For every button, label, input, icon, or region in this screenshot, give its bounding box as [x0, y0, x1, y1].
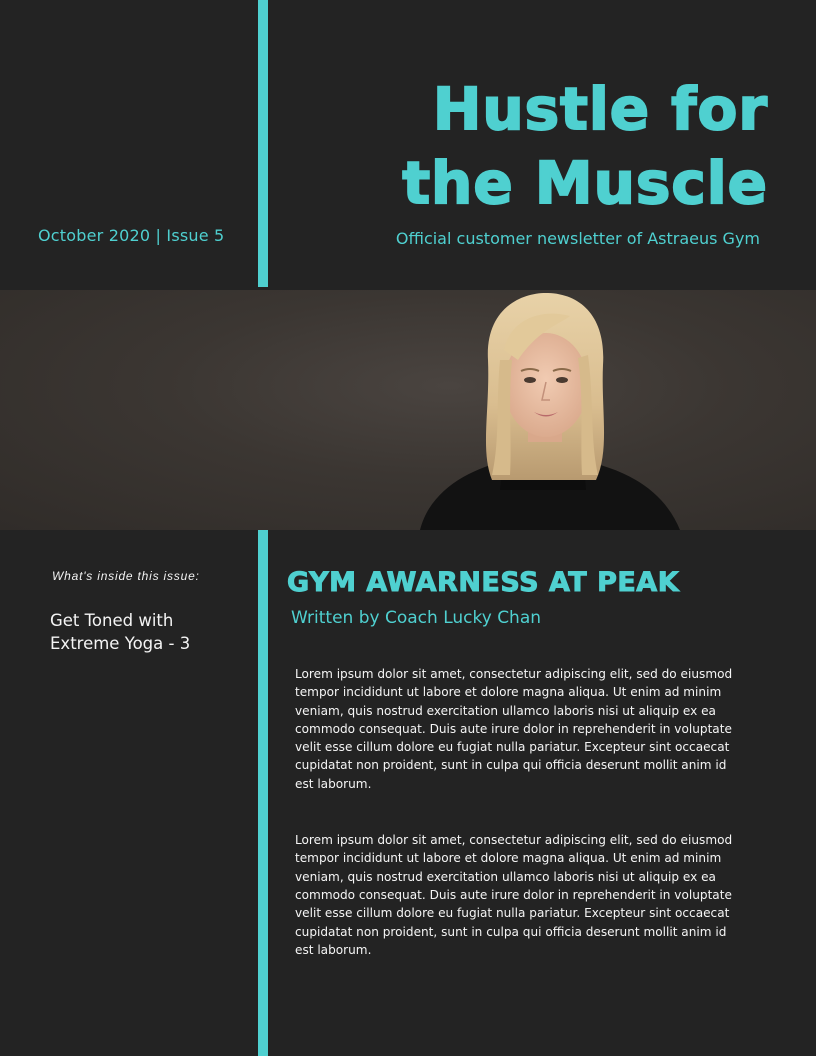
article-body: [295, 665, 745, 997]
newsletter-title: [298, 72, 768, 220]
photo-banner: [0, 290, 816, 530]
title-line-1: Hustle for: [432, 75, 768, 143]
newsletter-subtitle: Official customer newsletter of Astraeus Gym: [395, 229, 760, 248]
woman-portrait-photo: [400, 290, 690, 530]
article-paragraph: Lorem ipsum dolor sit amet, consectetur adipiscing elit, sed do eiusmod tempor incididunt ut labore et dolore magna aliqua. Ut enim ad minim veniam, quis nostrud exercitation ullamco laboris nisi ut aliquip ex ea commodo consequat. Duis aute irure dolor in reprehenderit in voluptate velit esse cillum dolore eu fugiat nulla pariatur. Excepteur sint occaecat cupidatat non proident, sunt in culpa qui officia deserunt mollit anim id est laborum.: [295, 833, 733, 957]
sidebar-heading: What's inside this issue:: [52, 569, 200, 583]
article-paragraph: Lorem ipsum dolor sit amet, consectetur adipiscing elit, sed do eiusmod tempor incididunt ut labore et dolore magna aliqua. Ut enim ad minim veniam, quis nostrud exercitation ullamco laboris nisi ut aliquip ex ea commodo consequat. Duis aute irure dolor in reprehenderit in voluptate velit esse cillum dolore eu fugiat nulla pariatur. Excepteur sint occaecat cupidatat non proident, sunt in culpa qui officia deserunt mollit anim id est laborum.: [295, 667, 733, 791]
accent-divider-bottom: [258, 530, 268, 1056]
issue-info: October 2020 | Issue 5: [38, 226, 225, 245]
accent-divider-top: [258, 0, 268, 287]
title-line-2: the Muscle: [402, 149, 768, 217]
article-byline: Written by Coach Lucky Chan: [291, 608, 542, 628]
newsletter-header: [0, 0, 816, 290]
sidebar-item-extreme-yoga[interactable]: Get Toned with Extreme Yoga - 3: [50, 611, 191, 653]
article-title: GYM AWARNESS AT PEAK: [287, 567, 680, 598]
